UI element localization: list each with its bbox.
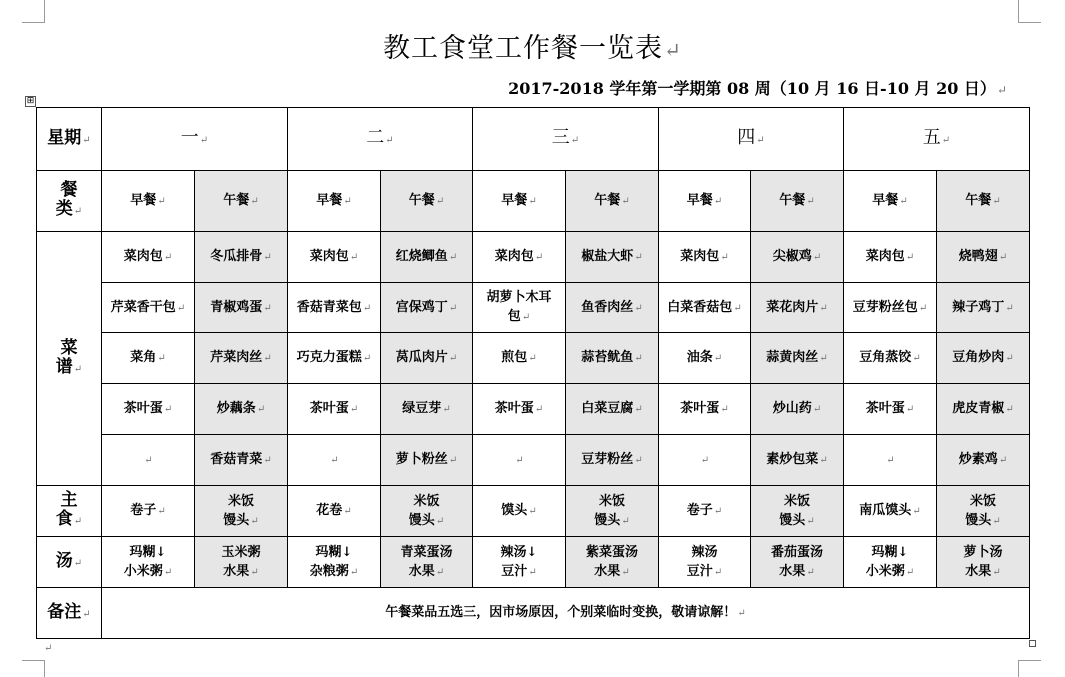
cell-text: 绿豆芽 [402,401,442,416]
dish-cell [288,384,381,435]
dish-cell [751,384,844,435]
cell-text: 香菇青菜包 [296,299,362,315]
page-corner-bottom-left [22,660,45,677]
page-corner-top-left [22,0,45,23]
paragraph-mark: ↵ [700,455,710,466]
paragraph-mark: ↵ [362,353,372,364]
soup-cell [751,537,844,588]
paragraph-mark: ↵ [806,515,815,527]
cell-text: 豆芽粉丝 [581,452,634,467]
remarks-row [37,588,1030,639]
dish-cell [102,283,195,333]
cell-text: 油条 [686,350,713,365]
cell-text: 番茄蛋汤 水果 [770,544,823,579]
paragraph-mark: ↵ [263,455,272,466]
paragraph-mark: ↵ [73,516,83,527]
cell-text: 一 [180,127,199,148]
paragraph-mark: ↵ [886,455,895,466]
paragraph-mark: ↵ [362,302,372,314]
dish-cell [381,232,473,283]
day-header [659,108,844,171]
cell-text: 香菇青菜 [210,452,263,467]
paragraph-mark: ↵ [44,643,53,654]
dish-cell [844,333,937,384]
cell-text: 胡萝卜木耳 包 [486,290,552,324]
cell-text: 冬瓜排骨 [210,249,263,264]
cell-text: 烧鸭翅 [958,249,998,264]
paragraph-mark: ↵ [941,135,951,146]
soup-cell [566,537,659,588]
cell-text: 茶叶蛋 [494,401,534,416]
menu-row [37,283,1030,333]
meal-type-cell [844,171,937,232]
paragraph-mark: ↵ [992,566,1001,578]
paragraph-mark: ↵ [819,302,828,314]
soup-cell [288,537,381,588]
cell-text: 菜花肉片 [766,299,819,315]
cell-text: 萝卜汤 水果 [963,544,1003,579]
dish-cell [751,283,844,333]
dish-cell [473,435,566,486]
paragraph-mark: ↵ [157,353,166,364]
paragraph-mark: ↵ [73,206,83,217]
day-header [288,108,473,171]
dish-cell [659,435,751,486]
paragraph-mark: ↵ [349,566,359,578]
cell-text: 菜肉包 [309,249,349,264]
meal-type-cell [195,171,288,232]
dish-cell [102,384,195,435]
paragraph-mark: ↵ [806,566,815,578]
weekday-row [37,108,1030,171]
paragraph-mark: ↵ [534,404,544,415]
cell-text: 青菜蛋汤 水果 [400,544,453,579]
dish-cell [566,435,659,486]
staple-label [37,486,102,537]
dish-cell [381,384,473,435]
cell-text: 玉米粥 水果 [221,544,261,579]
cell-text: 蒜黄肉丝 [766,350,819,365]
dish-cell [195,384,288,435]
cell-text: 豆角炒肉 [952,350,1005,365]
paragraph-mark: ↵ [720,252,729,263]
staple-cell [937,486,1030,537]
cell-text: 尖椒鸡 [772,249,812,264]
cell-text: 玛糊↓ 杂粮粥 [309,544,353,579]
soup-cell [381,537,473,588]
cell-text: 米饭 馒头 [594,493,625,528]
cell-text: 三 [551,127,570,148]
dish-cell [381,333,473,384]
paragraph-mark: ↵ [998,252,1008,263]
cell-text: 青椒鸡蛋 [210,299,263,315]
cell-text: 南瓜馍头 [859,503,912,518]
dish-cell [751,232,844,283]
paragraph-mark: ↵ [737,608,746,619]
menu-table [36,107,1030,639]
paragraph-mark: ↵ [634,302,643,314]
dish-cell [473,333,566,384]
dish-cell [473,232,566,283]
cell-text: 早餐 [316,193,343,208]
menu-row [37,435,1030,486]
paragraph-mark: ↵ [806,196,815,207]
cell-text: 备注 [47,601,82,622]
paragraph-mark: ↵ [528,196,537,207]
dish-cell [659,283,751,333]
dish-cell [659,232,751,283]
cell-text: 莴瓜肉片 [395,350,448,365]
paragraph-mark: ↵ [176,302,186,314]
paragraph-mark: ↵ [664,38,682,62]
paragraph-mark: ↵ [621,566,630,578]
paragraph-mark: ↵ [448,252,458,263]
cell-text: 菜肉包 [494,249,534,264]
page-corner-top-right [1018,0,1041,23]
paragraph-mark: ↵ [819,455,828,466]
cell-text: 米饭 馒头 [965,493,996,528]
cell-text: 午餐菜品五选三，因市场原因，个别菜临时变换，敬请谅解！ [385,605,737,620]
paragraph-mark: ↵ [912,506,921,517]
weekday-label [37,108,102,171]
dish-cell [659,384,751,435]
cell-text: 芹菜肉丝 [210,350,263,365]
remarks-text [102,588,1030,639]
cell-text: 素炒包菜 [766,452,819,467]
paragraph-mark: ↵ [634,252,643,263]
cell-text: 煎包 [501,350,528,365]
cell-text: 卷子 [130,503,157,518]
dish-cell [195,283,288,333]
cell-text: 主 食 [55,490,78,529]
cell-text: 豆角蒸饺 [859,350,912,365]
meal-type-cell [381,171,473,232]
paragraph-mark: ↵ [1005,353,1014,364]
cell-text: 二 [366,127,385,148]
dish-cell [937,283,1030,333]
staple-cell [288,486,381,537]
paragraph-mark: ↵ [349,252,359,263]
dish-cell [844,384,937,435]
remarks-label [37,588,102,639]
paragraph-mark: ↵ [756,135,765,146]
dish-cell [473,283,566,333]
paragraph-mark: ↵ [435,566,445,578]
paragraph-mark: ↵ [82,134,91,146]
soup-cell [195,537,288,588]
paragraph-mark: ↵ [163,252,173,263]
cell-text: 茶叶蛋 [865,401,905,416]
paragraph-mark: ↵ [263,353,272,364]
cell-text: 午餐 [223,193,250,208]
cell-text: 鱼香肉丝 [581,299,634,315]
paragraph-mark: ↵ [250,196,259,207]
cell-text: 早餐 [686,193,713,208]
cell-text: 早餐 [130,193,157,208]
dish-cell [566,232,659,283]
day-header [102,108,288,171]
paragraph-mark: ↵ [521,312,531,323]
cell-text: 玛糊↓ 小米粥 [123,544,167,579]
staple-cell [566,486,659,537]
paragraph-mark: ↵ [448,302,458,314]
paragraph-mark: ↵ [713,196,723,207]
page-corner-bottom-right [1018,660,1041,677]
dish-cell [288,435,381,486]
paragraph-mark: ↵ [1005,302,1014,314]
dish-cell [288,232,381,283]
cell-text: 虎皮青椒 [952,401,1005,416]
staple-cell [844,486,937,537]
paragraph-mark: ↵ [713,566,723,578]
cell-text: 五 [922,127,941,148]
cell-text: 椒盐大虾 [581,249,634,264]
paragraph-mark: ↵ [733,302,742,314]
soup-cell [102,537,195,588]
staple-cell [381,486,473,537]
cell-text: 汤 [55,550,73,571]
meal-type-cell [937,171,1030,232]
dish-cell [844,283,937,333]
dish-cell [659,333,751,384]
meal-type-label [37,171,102,232]
cell-text: 辣汤↓ 豆汁 [500,544,538,579]
soup-cell [937,537,1030,588]
dish-cell [937,232,1030,283]
dish-cell [937,333,1030,384]
cell-text: 午餐 [408,193,435,208]
paragraph-mark: ↵ [199,135,209,146]
cell-text: 菜肉包 [865,249,905,264]
cell-text: 白菜豆腐 [581,401,634,416]
cell-text: 四 [737,127,756,148]
table-resize-handle[interactable] [1029,640,1036,647]
cell-text: 巧克力蛋糕 [296,350,362,365]
cell-text: 花卷 [316,503,343,518]
cell-text: 茶叶蛋 [309,401,349,416]
day-header [844,108,1030,171]
paragraph-mark: ↵ [515,455,524,466]
cell-text: 早餐 [501,193,528,208]
paragraph-mark: ↵ [634,455,643,466]
paragraph-mark: ↵ [163,566,173,578]
paragraph-mark: ↵ [534,252,544,263]
paragraph-mark: ↵ [912,353,921,364]
dish-cell [288,333,381,384]
paragraph-mark: ↵ [621,515,630,527]
cell-text: 辣子鸡丁 [952,299,1005,315]
paragraph-mark: ↵ [996,83,1007,97]
paragraph-mark: ↵ [528,353,537,364]
paragraph-mark: ↵ [250,515,259,527]
staple-row [37,486,1030,537]
dish-cell [566,384,659,435]
meal-type-cell [566,171,659,232]
cell-text: 米饭 馒头 [223,493,254,528]
dish-cell [381,435,473,486]
paragraph-mark: ↵ [905,404,915,415]
dish-cell [937,384,1030,435]
cell-text: 玛糊↓ 小米粥 [865,544,909,579]
cell-text: 萝卜粉丝 [395,452,448,467]
paragraph-mark: ↵ [330,455,339,466]
soup-cell [473,537,566,588]
dish-cell [844,232,937,283]
paragraph-mark: ↵ [263,302,272,314]
paragraph-mark: ↵ [385,135,394,146]
cell-text: 芹菜香干包 [110,299,176,315]
paragraph-mark: ↵ [634,353,643,364]
paragraph-mark: ↵ [349,404,359,415]
meal-type-cell [288,171,381,232]
meal-type-row [37,171,1030,232]
paragraph-mark: ↵ [435,196,445,207]
paragraph-mark: ↵ [905,252,915,263]
paragraph-mark: ↵ [448,455,458,466]
staple-cell [102,486,195,537]
paragraph-mark: ↵ [144,455,153,466]
menu-row [37,333,1030,384]
paragraph-mark: ↵ [998,455,1008,466]
paragraph-mark: ↵ [73,363,83,375]
paragraph-mark: ↵ [343,196,352,207]
cell-text: 米饭 馒头 [779,493,810,528]
cell-text: 紫菜蛋汤 水果 [585,544,638,579]
cell-text: 茶叶蛋 [680,401,720,416]
staple-cell [751,486,844,537]
cell-text: 炒山药 [772,401,812,416]
paragraph-mark: ↵ [442,404,451,415]
paragraph-mark: ↵ [528,566,537,578]
soup-row [37,537,1030,588]
staple-cell [195,486,288,537]
dish-cell [751,333,844,384]
paragraph-mark: ↵ [343,506,352,517]
dish-cell [195,435,288,486]
paragraph-mark: ↵ [263,252,272,263]
paragraph-mark: ↵ [621,196,630,207]
cell-text: 午餐 [594,193,621,208]
cell-text: 午餐 [965,193,992,208]
day-header [473,108,659,171]
meal-type-cell [659,171,751,232]
paragraph-mark: ↵ [634,404,643,415]
paragraph-mark: ↵ [819,353,828,364]
week-subtitle: 2017-2018 学年第一学期第 08 周（10 月 16 日-10 月 20 日）↵ [508,79,1007,98]
dish-cell [102,232,195,283]
paragraph-mark: ↵ [256,404,266,415]
paragraph-mark: ↵ [713,506,723,517]
dish-cell [102,333,195,384]
paragraph-mark: ↵ [82,608,91,620]
menu-row [37,384,1030,435]
dish-cell [102,435,195,486]
cell-text: 菜角 [130,350,157,365]
soup-cell [844,537,937,588]
paragraph-mark: ↵ [570,135,580,146]
cell-text: 餐 类 [55,180,78,219]
staple-cell [473,486,566,537]
paragraph-mark: ↵ [905,566,915,578]
cell-text: 茶叶蛋 [123,401,163,416]
dish-cell [381,283,473,333]
cell-text: 炒素鸡 [958,452,998,467]
meal-type-cell [473,171,566,232]
dish-cell [844,435,937,486]
paragraph-mark: ↵ [157,506,166,517]
cell-text: 炒藕条 [216,401,256,416]
soup-cell [659,537,751,588]
paragraph-mark: ↵ [448,353,458,364]
cell-text: 红烧鲫鱼 [395,249,448,264]
meal-type-cell [102,171,195,232]
dish-cell [566,333,659,384]
cell-text: 馍头 [501,503,528,518]
cell-text: 白菜香菇包 [667,299,733,315]
cell-text: 星期 [47,127,82,148]
paragraph-mark: ↵ [899,196,908,207]
cell-text: 菜 谱 [55,337,78,377]
dish-cell [195,333,288,384]
cell-text: 米饭 馒头 [408,493,440,528]
menu-row [37,232,1030,283]
paragraph-mark: ↵ [157,196,166,207]
cell-text: 宫保鸡丁 [395,299,448,315]
paragraph-mark: ↵ [992,196,1001,207]
cell-text: 早餐 [872,193,899,208]
staple-cell [659,486,751,537]
meal-type-cell [751,171,844,232]
menu-label [37,232,102,486]
cell-text: 菜肉包 [680,249,720,264]
cell-text: 菜肉包 [123,249,163,264]
paragraph-mark: ↵ [435,515,445,527]
paragraph-mark: ↵ [163,404,173,415]
dish-cell [937,435,1030,486]
paragraph-mark: ↵ [918,302,928,314]
soup-label [37,537,102,588]
dish-cell [751,435,844,486]
paragraph-mark: ↵ [720,404,729,415]
paragraph-mark: ↵ [812,252,822,263]
paragraph-mark: ↵ [992,515,1001,527]
cell-text: 蒜苔鱿鱼 [581,350,634,365]
document-title: 教工食堂工作餐一览表↵ [383,33,682,64]
paragraph-mark: ↵ [528,506,537,517]
paragraph-mark: ↵ [73,557,83,569]
dish-cell [288,283,381,333]
paragraph-mark: ↵ [1005,404,1014,415]
dish-cell [473,384,566,435]
paragraph-mark: ↵ [250,566,259,578]
paragraph-mark: ↵ [812,404,822,415]
dish-cell [195,232,288,283]
cell-text: 卷子 [686,503,713,518]
cell-text: 辣汤 豆汁 [686,544,718,579]
cell-text: 豆芽粉丝包 [852,299,918,315]
dish-cell [566,283,659,333]
cell-text: 午餐 [779,193,806,208]
table-move-handle-icon[interactable]: ⊞ [26,96,35,106]
paragraph-mark: ↵ [713,353,723,364]
